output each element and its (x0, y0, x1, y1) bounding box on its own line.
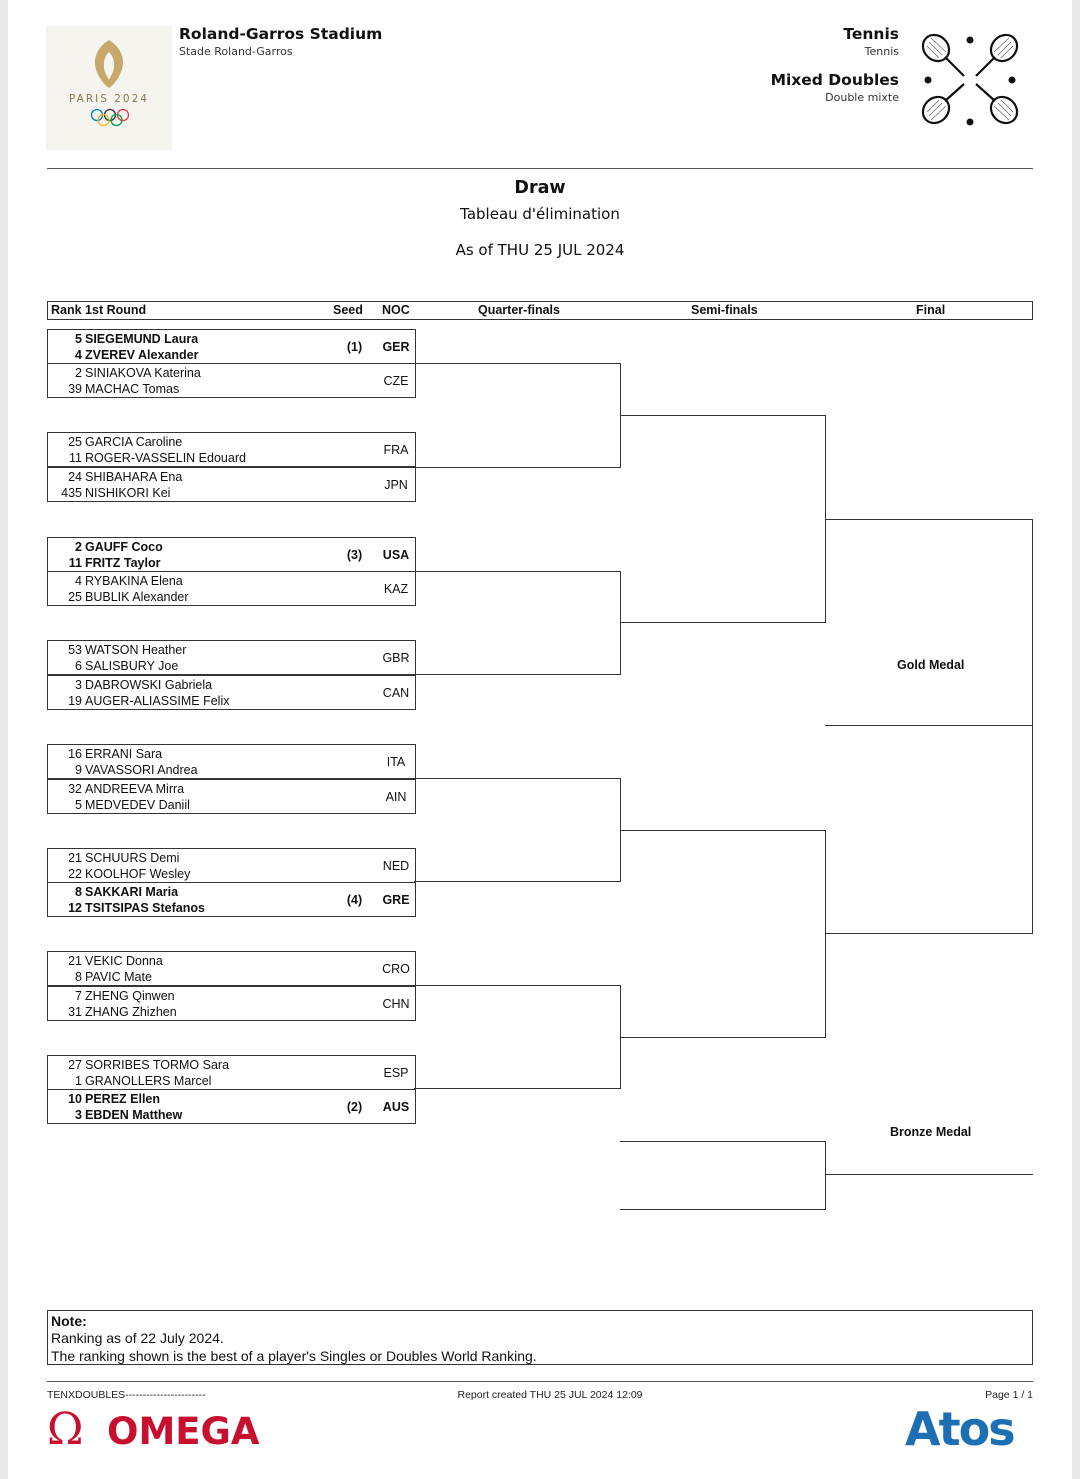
player-name: VEKIC Donna (85, 954, 163, 968)
noc: AUS (382, 1100, 410, 1114)
draw-entry (47, 951, 416, 986)
noc: GBR (382, 651, 410, 665)
rank: 3 (75, 1108, 82, 1122)
rank: 435 (61, 486, 82, 500)
player-name: NISHIKORI Kei (85, 486, 171, 500)
player-name: RYBAKINA Elena (85, 574, 183, 588)
rank: 4 (75, 348, 82, 362)
atos-logo: Atos (905, 1402, 1014, 1456)
rank: 5 (75, 798, 82, 812)
rank: 11 (68, 556, 82, 570)
player-name: SAKKARI Maria (85, 885, 179, 899)
player-name: SHIBAHARA Ena (85, 470, 183, 484)
player-name: PEREZ Ellen (85, 1092, 161, 1106)
rank: 5 (75, 332, 82, 346)
rank: 32 (68, 782, 82, 796)
rank: 2 (75, 540, 82, 554)
player-name: MEDVEDEV Daniil (85, 798, 190, 812)
player-name: GRANOLLERS Marcel (85, 1074, 212, 1088)
rank: 31 (68, 1005, 82, 1019)
tennis-rackets-icon (918, 30, 1022, 130)
rank: 6 (75, 659, 82, 673)
bracket-line (620, 1037, 826, 1038)
noc: FRA (383, 443, 409, 457)
document-title: Draw (514, 178, 566, 198)
bracket-line (825, 933, 1033, 934)
player-name: DABROWSKI Gabriela (85, 678, 213, 692)
rank: 2 (75, 366, 82, 380)
column-final: Final (916, 303, 946, 317)
sport-title: Tennis (843, 25, 899, 43)
divider (47, 1381, 1033, 1382)
bracket-line (620, 622, 826, 623)
draw-entry (47, 432, 416, 467)
flame-icon (84, 38, 134, 90)
bracket-line (414, 778, 621, 779)
player-name: VAVASSORI Andrea (85, 763, 198, 777)
player-name: SALISBURY Joe (85, 659, 179, 673)
report-code: TENXDOUBLES----------------------- (47, 1389, 206, 1401)
draw-entry (47, 1089, 416, 1124)
bracket-line (620, 1209, 826, 1210)
rank: 27 (68, 1058, 82, 1072)
bracket-line (414, 1088, 621, 1089)
column-semi-finals: Semi-finals (691, 303, 758, 317)
rank: 4 (75, 574, 82, 588)
noc: CRO (382, 962, 410, 976)
draw-entry (47, 882, 416, 917)
gold-medal-label: Gold Medal (897, 658, 965, 672)
draw-entry (47, 1055, 416, 1090)
noc: ESP (383, 1066, 409, 1080)
player-name: KOOLHOF Wesley (85, 867, 191, 881)
report-created: Report created THU 25 JUL 2024 12:09 (457, 1389, 643, 1401)
paris-logo-text: PARIS 2024 (69, 93, 149, 105)
seed: (2) (346, 1100, 363, 1114)
rank: 7 (75, 989, 82, 1003)
document-subtitle: Tableau d'élimination (460, 205, 620, 223)
rank: 25 (68, 590, 82, 604)
sport-subtitle: Tennis (864, 45, 899, 58)
column-seed: Seed (333, 303, 363, 317)
player-name: BUBLIK Alexander (85, 590, 189, 604)
noc: CHN (382, 997, 410, 1011)
bracket-line (414, 881, 621, 882)
bracket-line (414, 467, 621, 468)
draw-entry (47, 779, 416, 814)
player-name: SCHUURS Demi (85, 851, 180, 865)
rank: 1 (75, 1074, 82, 1088)
seed: (3) (346, 548, 363, 562)
rank: 21 (68, 851, 82, 865)
bracket-line (414, 674, 621, 675)
bracket-line (825, 1174, 1033, 1175)
noc: AIN (385, 790, 407, 804)
rank: 12 (68, 901, 82, 915)
rank: 3 (75, 678, 82, 692)
event-title: Mixed Doubles (770, 71, 899, 89)
divider (47, 168, 1033, 169)
seed: (1) (346, 340, 363, 354)
player-name: SIEGEMUND Laura (85, 332, 199, 346)
rank: 22 (68, 867, 82, 881)
bronze-medal-label: Bronze Medal (890, 1125, 972, 1139)
note-line: Ranking as of 22 July 2024. (51, 1330, 224, 1346)
player-name: GARCIA Caroline (85, 435, 183, 449)
draw-entry (47, 744, 416, 779)
draw-entry (47, 848, 416, 883)
player-name: EBDEN Matthew (85, 1108, 183, 1122)
draw-entry (47, 986, 416, 1021)
column-quarter-finals: Quarter-finals (478, 303, 560, 317)
player-name: ZVEREV Alexander (85, 348, 199, 362)
player-name: TSITSIPAS Stefanos (85, 901, 205, 915)
player-name: MACHAC Tomas (85, 382, 180, 396)
player-name: SORRIBES TORMO Sara (85, 1058, 230, 1072)
rank: 11 (69, 451, 82, 465)
seed: (4) (346, 893, 363, 907)
draw-entry (47, 571, 416, 606)
bracket-line (825, 1141, 826, 1210)
player-name: ZHANG Zhizhen (85, 1005, 177, 1019)
draw-entry (47, 640, 416, 675)
omega-wordmark: OMEGA (107, 1410, 260, 1450)
noc: GRE (382, 893, 410, 907)
bracket-line (414, 985, 621, 986)
note-line: The ranking shown is the best of a player's Singles or Doubles World Ranking. (51, 1348, 537, 1364)
bracket-line (825, 519, 1033, 520)
bracket-line (620, 830, 826, 831)
player-name: ZHENG Qinwen (85, 989, 175, 1003)
page-number: Page 1 / 1 (985, 1389, 1033, 1401)
event-subtitle: Double mixte (825, 91, 899, 104)
player-name: ROGER-VASSELIN Edouard (85, 451, 246, 465)
draw-entry (47, 675, 416, 710)
as-of-date: As of THU 25 JUL 2024 (455, 241, 625, 259)
noc: KAZ (383, 582, 409, 596)
player-name: AUGER-ALIASSIME Felix (85, 694, 230, 708)
olympic-rings-icon (90, 108, 130, 128)
rank: 10 (68, 1092, 82, 1106)
noc: GER (382, 340, 410, 354)
rank: 8 (75, 885, 82, 899)
bracket-line (414, 363, 621, 364)
bracket-line (620, 1141, 826, 1142)
column-header (47, 301, 1033, 320)
noc: USA (382, 548, 410, 562)
player-name: ERRANI Sara (85, 747, 163, 761)
note-box (47, 1310, 1033, 1365)
column-noc: NOC (382, 303, 410, 317)
draw-entry (47, 329, 416, 364)
draw-entry (47, 363, 416, 398)
noc: NED (382, 859, 410, 873)
rank: 39 (68, 382, 82, 396)
column-rank-first-round: Rank 1st Round (51, 303, 147, 317)
svg-text:Ω: Ω (47, 1404, 84, 1450)
noc: CZE (383, 374, 409, 388)
player-name: WATSON Heather (85, 643, 187, 657)
bracket-line (620, 571, 621, 675)
player-name: FRITZ Taylor (85, 556, 161, 570)
bracket-line (1032, 519, 1033, 934)
omega-logo (47, 1404, 287, 1450)
paris-2024-logo (46, 26, 172, 150)
rank: 16 (68, 747, 82, 761)
rank: 25 (68, 435, 82, 449)
rank: 8 (75, 970, 82, 984)
rank: 9 (75, 763, 82, 777)
draw-entry (47, 537, 416, 572)
rank: 19 (68, 694, 82, 708)
bracket-line (825, 725, 1033, 726)
rank: 21 (68, 954, 82, 968)
venue-subtitle: Stade Roland-Garros (179, 45, 293, 58)
player-name: PAVIC Mate (85, 970, 152, 984)
bracket-line (414, 571, 621, 572)
noc: ITA (386, 755, 406, 769)
bracket-line (825, 830, 826, 1038)
noc: CAN (382, 686, 410, 700)
venue-title: Roland-Garros Stadium (179, 25, 383, 43)
draw-entry (47, 467, 416, 502)
rank: 53 (68, 643, 82, 657)
rank: 24 (68, 470, 82, 484)
note-title: Note: (51, 1313, 87, 1329)
noc: JPN (384, 478, 408, 492)
bracket-line (620, 415, 826, 416)
player-name: GAUFF Coco (85, 540, 163, 554)
player-name: SINIAKOVA Katerina (85, 366, 201, 380)
player-name: ANDREEVA Mirra (85, 782, 185, 796)
